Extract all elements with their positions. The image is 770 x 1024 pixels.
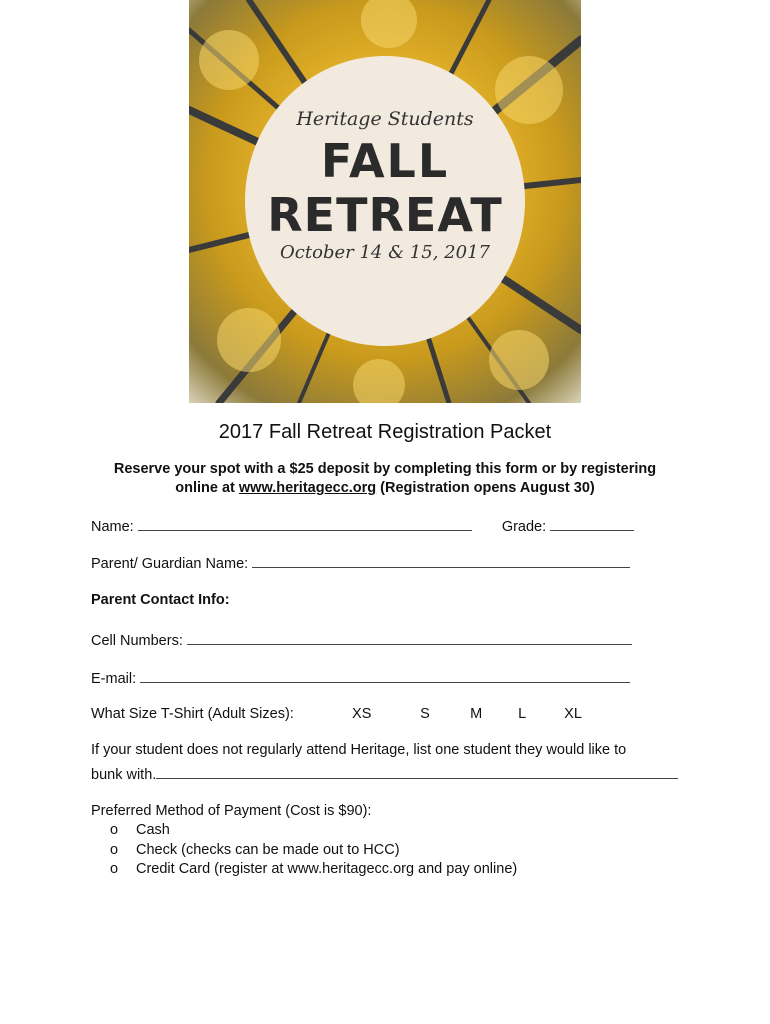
payment-option-label: Cash [136,822,170,838]
intro-line-1: Reserve your spot with a $25 deposit by completing this form or by registering [113,461,657,477]
friend-line-1: If your student does not regularly attend Heritage, list one student they would like to [91,742,627,758]
bullet-marker: o [110,861,119,877]
poster-subtitle: Heritage Students [296,108,474,130]
poster-fall-heading: FALL [320,134,450,188]
retreat-poster [189,0,581,403]
name-row [91,516,634,535]
payment-option-check[interactable] [110,841,517,861]
poster-date: October 14 & 15, 2017 [280,242,490,263]
parent-name-row [91,553,630,572]
name-label: Name: [91,519,134,535]
email-row [91,668,630,687]
intro-text [90,460,680,498]
parent-name-field[interactable] [252,553,630,568]
website-link[interactable]: www.heritagecc.org [238,480,377,496]
size-l[interactable]: L [518,706,527,722]
size-m[interactable]: M [470,706,483,722]
cell-field[interactable] [187,630,632,645]
grade-label: Grade: [501,519,547,535]
friend-label: bunk with. [91,767,157,783]
payment-option-cash[interactable] [110,821,517,841]
poster-retreat-heading: RETREAT [267,188,503,242]
cell-row [91,630,632,649]
payment-heading: Preferred Method of Payment (Cost is $90): [91,803,372,819]
cell-label: Cell Numbers: [91,633,183,649]
payment-option-credit-card[interactable] [110,860,517,880]
intro-prefix: online at [175,480,239,496]
size-xl[interactable]: XL [564,706,582,722]
shirt-label: What Size T-Shirt (Adult Sizes): [91,706,294,722]
bullet-marker: o [110,822,119,838]
intro-line-2 [90,479,680,498]
name-field[interactable] [138,516,472,531]
friend-field[interactable] [156,764,678,779]
grade-field[interactable] [550,516,634,531]
shirt-row [91,706,582,722]
payment-options [110,821,517,880]
poster-circle [245,56,525,346]
friend-row [91,764,678,783]
payment-option-label: Check (checks can be made out to HCC) [136,841,400,858]
parent-name-label: Parent/ Guardian Name: [91,556,249,572]
payment-option-label: Credit Card (register at www.heritagecc.org and pay online) [136,861,518,877]
email-label: E-mail: [91,671,137,687]
contact-heading: Parent Contact Info: [91,592,230,608]
size-xs[interactable]: XS [352,706,372,722]
page-title: 2017 Fall Retreat Registration Packet [218,421,552,443]
email-field[interactable] [140,668,630,683]
size-s[interactable]: S [420,706,430,722]
bullet-marker: o [110,841,119,858]
intro-suffix: (Registration opens August 30) [376,480,595,496]
